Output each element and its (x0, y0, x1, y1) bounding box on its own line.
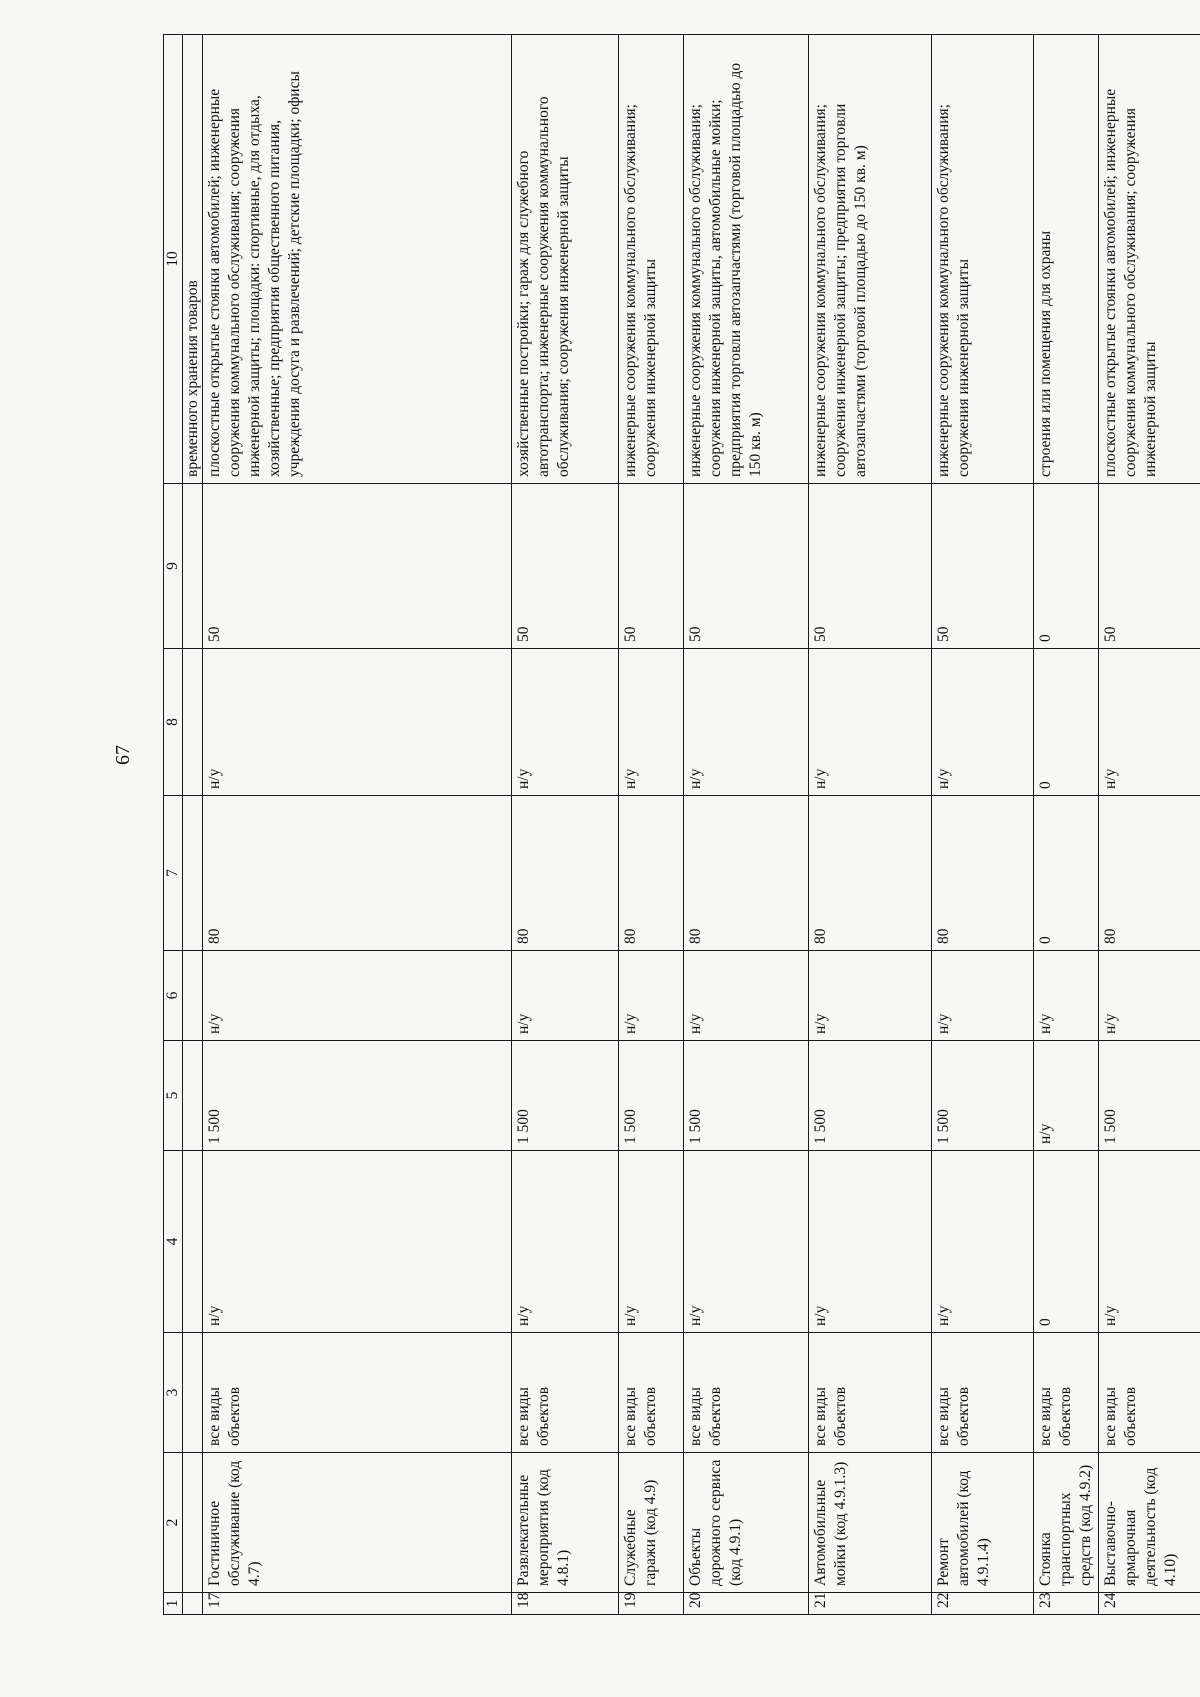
object-types: все виды объектов (1099, 1333, 1200, 1453)
param-8: н/у (1099, 649, 1200, 796)
param-6: н/у (809, 951, 932, 1041)
auxiliary-uses: плоскостные открытые стоянки автомобилей; инженерные сооружения коммунального обслуживания; сооружения инженерной защиты; площадки: спортивные, для отдыха, хозяйственные; предприятия общественного питания, учреждения досуга и развлечений; детские площадки; офисы (203, 35, 512, 484)
param-9: 50 (809, 484, 932, 649)
param-6: н/у (684, 951, 809, 1041)
param-7: 80 (809, 796, 932, 951)
column-header: 2 (164, 1453, 183, 1593)
param-5: 1 500 (619, 1041, 684, 1151)
param-7: 80 (1099, 796, 1200, 951)
row-number: 20 (684, 1593, 809, 1615)
param-9: 50 (1099, 484, 1200, 649)
param-8: 0 (1034, 649, 1099, 796)
table-row (619, 35, 684, 1615)
param-4: н/у (932, 1151, 1034, 1333)
param-6: н/у (619, 951, 684, 1041)
object-types: все виды объектов (512, 1333, 619, 1453)
param-6: н/у (1034, 951, 1099, 1041)
param-8: н/у (684, 649, 809, 796)
param-8: н/у (512, 649, 619, 796)
column-header: 1 (164, 1593, 183, 1615)
param-5: 1 500 (809, 1041, 932, 1151)
param-9: 50 (684, 484, 809, 649)
land-use-name: Автомобильные мойки (код 4.9.1.3) (809, 1453, 932, 1593)
auxiliary-uses: инженерные сооружения коммунального обслуживания; сооружения инженерной защиты, автомобильные мойки; предприятия торговли автозапчастями (торговой площадью до 150 кв. м) (684, 35, 809, 484)
param-7: 80 (932, 796, 1034, 951)
param-9: 0 (1034, 484, 1099, 649)
row-number: 23 (1034, 1593, 1099, 1615)
land-use-name: Развлекательные мероприятия (код 4.8.1) (512, 1453, 619, 1593)
param-8: н/у (619, 649, 684, 796)
param-8: н/у (932, 649, 1034, 796)
table-row (932, 35, 1034, 1615)
auxiliary-uses: инженерные сооружения коммунального обслуживания; сооружения инженерной защиты; предприятия торговли автозапчастями (торговой площадью до 150 кв. м) (809, 35, 932, 484)
param-9: 50 (932, 484, 1034, 649)
param-6: н/у (1099, 951, 1200, 1041)
row-number: 21 (809, 1593, 932, 1615)
object-types: все виды объектов (203, 1333, 512, 1453)
column-header: 9 (164, 484, 183, 649)
header-row (164, 35, 183, 1615)
row-number: 17 (203, 1593, 512, 1615)
param-6: н/у (512, 951, 619, 1041)
column-header: 3 (164, 1333, 183, 1453)
param-7: 80 (203, 796, 512, 951)
auxiliary-uses: хозяйственные постройки; гараж для служебного автотранспорта; инженерные сооружения коммунального обслуживания; сооружения инженерной защиты (512, 35, 619, 484)
param-4: н/у (619, 1151, 684, 1333)
param-7: 80 (512, 796, 619, 951)
table-row (809, 35, 932, 1615)
auxiliary-uses: инженерные сооружения коммунального обслуживания; сооружения инженерной защиты (932, 35, 1034, 484)
page-number: 67 (112, 745, 134, 765)
param-5: 1 500 (1099, 1041, 1200, 1151)
param-6: н/у (932, 951, 1034, 1041)
param-7: 0 (1034, 796, 1099, 951)
object-types: все виды объектов (932, 1333, 1034, 1453)
param-7: 80 (684, 796, 809, 951)
rotated-table-wrapper (163, 35, 1179, 1615)
land-use-name: Выставочно-ярмарочная деятельность (код 4.10) (1099, 1453, 1200, 1593)
auxiliary-uses: строения или помещения для охраны (1034, 35, 1099, 484)
param-8: н/у (809, 649, 932, 796)
column-header: 8 (164, 649, 183, 796)
param-5: 1 500 (684, 1041, 809, 1151)
param-9: 50 (203, 484, 512, 649)
param-4: н/у (1099, 1151, 1200, 1333)
column-header: 6 (164, 951, 183, 1041)
land-use-name: Объекты дорожного сервиса (код 4.9.1) (684, 1453, 809, 1593)
param-4: 0 (1034, 1151, 1099, 1333)
table-row (1099, 35, 1200, 1615)
column-header: 4 (164, 1151, 183, 1333)
auxiliary-uses: плоскостные открытые стоянки автомобилей; инженерные сооружения коммунального обслуживания; сооружения инженерной защиты (1099, 35, 1200, 484)
param-5: 1 500 (512, 1041, 619, 1151)
param-7: 80 (619, 796, 684, 951)
land-use-name: Служебные гаражи (код 4.9) (619, 1453, 684, 1593)
column-header: 10 (164, 35, 183, 484)
param-4: н/у (809, 1151, 932, 1333)
zoning-table (163, 34, 1200, 1615)
table-row (684, 35, 809, 1615)
param-4: н/у (684, 1151, 809, 1333)
column-header: 7 (164, 796, 183, 951)
param-4: н/у (512, 1151, 619, 1333)
object-types: все виды объектов (684, 1333, 809, 1453)
row-number: 24 (1099, 1593, 1200, 1615)
object-types: все виды объектов (809, 1333, 932, 1453)
param-5: 1 500 (203, 1041, 512, 1151)
param-6: н/у (203, 951, 512, 1041)
land-use-name: Стоянка транспортных средств (код 4.9.2) (1034, 1453, 1099, 1593)
auxiliary-uses: инженерные сооружения коммунального обслуживания; сооружения инженерной защиты (619, 35, 684, 484)
object-types: все виды объектов (619, 1333, 684, 1453)
object-types: все виды объектов (1034, 1333, 1099, 1453)
land-use-name: Ремонт автомобилей (код 4.9.1.4) (932, 1453, 1034, 1593)
param-8: н/у (203, 649, 512, 796)
column-header: 5 (164, 1041, 183, 1151)
row-number: 22 (932, 1593, 1034, 1615)
continuation-cell: временного хранения товаров (183, 35, 203, 484)
param-5: н/у (1034, 1041, 1099, 1151)
continuation-row (183, 35, 203, 1615)
param-9: 50 (619, 484, 684, 649)
table-row (203, 35, 512, 1615)
param-9: 50 (512, 484, 619, 649)
param-4: н/у (203, 1151, 512, 1333)
row-number: 18 (512, 1593, 619, 1615)
table-row (1034, 35, 1099, 1615)
table-row (512, 35, 619, 1615)
land-use-name: Гостиничное обслуживание (код 4.7) (203, 1453, 512, 1593)
param-5: 1 500 (932, 1041, 1034, 1151)
row-number: 19 (619, 1593, 684, 1615)
